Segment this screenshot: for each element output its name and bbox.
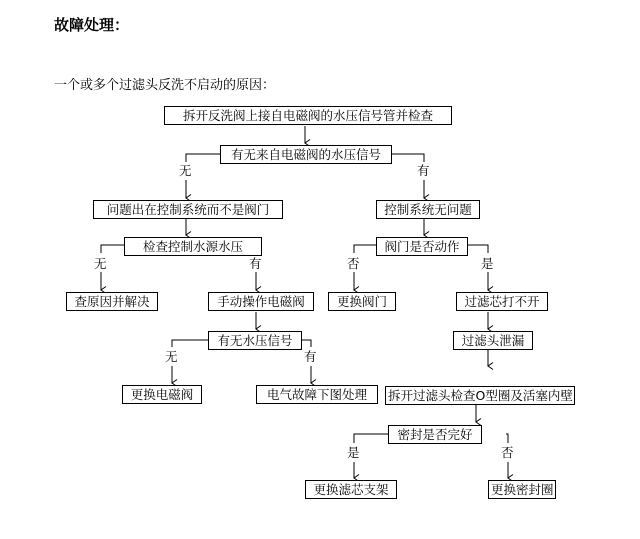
branch-label-no: 无 [165, 349, 178, 364]
replace-ring-box: 更换密封圈 [488, 480, 556, 499]
branch-label-yes: 有 [249, 256, 262, 271]
branch-label-no: 否 [347, 256, 360, 271]
branch-label-yes: 有 [417, 163, 430, 178]
check-signal-tube-box: 拆开反洗阀上接自电磁阀的水压信号管并检查 [164, 106, 452, 125]
head-leak-box: 过滤头泄漏 [453, 331, 533, 350]
control-ok-box: 控制系统无问题 [376, 200, 480, 219]
control-issue-box: 问题出在控制系统而不是阀门 [93, 200, 283, 219]
signal-decision-2-box: 有无水压信号 [208, 331, 302, 350]
branch-label-no: 无 [94, 256, 107, 271]
signal-decision-box: 有无来自电磁阀的水压信号 [220, 145, 392, 164]
branch-label-yes: 有 [304, 349, 317, 364]
replace-support-box: 更换滤芯支架 [305, 480, 397, 499]
branch-label-no: 否 [501, 445, 514, 460]
replace-solenoid-box: 更换电磁阀 [122, 385, 202, 404]
manual-solenoid-box: 手动操作电磁阀 [208, 292, 314, 311]
branch-label-yes: 是 [481, 256, 494, 271]
page-title: 故障处理： [54, 16, 130, 34]
intro-text: 一个或多个过滤头反洗不启动的原因： [54, 78, 276, 93]
branch-label-yes: 是 [347, 445, 360, 460]
replace-valve-box: 更换阀门 [328, 292, 396, 311]
electrical-fault-box: 电气故障下图处理 [256, 385, 378, 404]
seal-decision-box: 密封是否完好 [388, 425, 482, 444]
find-cause-box: 查原因并解决 [66, 292, 158, 311]
filter-stuck-box: 过滤芯打不开 [456, 292, 548, 311]
check-pressure-box: 检查控制水源水压 [124, 237, 262, 256]
disassemble-head-box: 拆开过滤头检查O型圈及活塞内壁 [385, 386, 575, 405]
branch-label-no: 无 [179, 163, 192, 178]
valve-action-decision-box: 阀门是否动作 [376, 237, 468, 256]
